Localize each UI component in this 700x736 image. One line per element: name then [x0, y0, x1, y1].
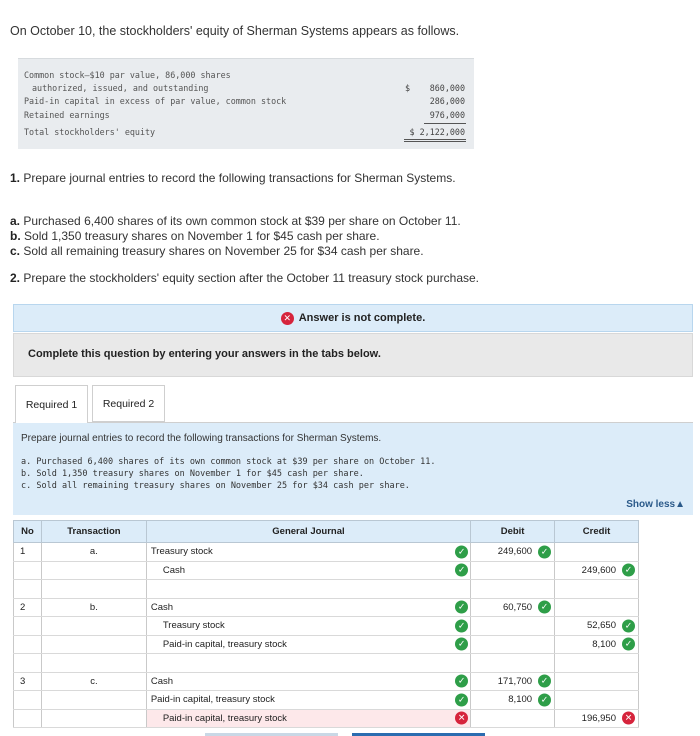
- credit-value: 249,600: [581, 564, 616, 576]
- account-cell[interactable]: [146, 617, 470, 636]
- debit-value: 60,750: [502, 601, 533, 613]
- tab-required-2[interactable]: Required 2: [92, 385, 165, 422]
- question-panel: [13, 422, 693, 515]
- transaction-cell: [41, 709, 146, 728]
- double-underline: [404, 139, 466, 140]
- underline: [424, 123, 466, 124]
- debit-cell[interactable]: [471, 709, 555, 728]
- spacer-row: [14, 580, 639, 599]
- panel-item: b. Sold 1,350 treasury shares on November 1 for $45 cash per share.: [21, 469, 364, 479]
- transaction-cell: [41, 617, 146, 636]
- item-text: Purchased 6,400 shares of its own common stock at $39 per share on October 11.: [23, 214, 461, 228]
- col-header-general-journal: General Journal: [146, 521, 470, 543]
- tab-required-1[interactable]: Required 1: [15, 385, 88, 423]
- credit-value: 196,950: [581, 712, 616, 724]
- equity-label: authorized, issued, and outstanding: [32, 83, 209, 93]
- item-text: Sold all remaining treasury shares on November 25 for $34 cash per share.: [23, 244, 424, 258]
- equity-label: Common stock—$10 par value, 86,000 shares: [24, 70, 231, 80]
- equity-amount: 860,000: [429, 83, 465, 93]
- table-row: [14, 598, 639, 617]
- double-underline: [404, 141, 466, 142]
- account-cell[interactable]: [146, 709, 470, 728]
- transaction-cell: [41, 561, 146, 580]
- equity-label: Retained earnings: [24, 110, 110, 120]
- question-number: 1.: [10, 171, 21, 185]
- col-header-debit: Debit: [471, 521, 555, 543]
- check-icon: ✓: [622, 638, 635, 651]
- equity-amount: 976,000: [429, 110, 465, 120]
- table-row: [14, 691, 639, 710]
- error-icon: ✕: [455, 712, 468, 725]
- instructions-text: Complete this question by entering your answers in the tabs below.: [28, 348, 381, 360]
- equity-label: Total stockholders' equity: [24, 127, 156, 137]
- check-icon: ✓: [538, 693, 551, 706]
- account-cell[interactable]: [146, 543, 470, 562]
- account-name: Cash: [162, 564, 186, 576]
- error-icon: ✕: [622, 712, 635, 725]
- row-number: [14, 709, 42, 728]
- credit-cell[interactable]: [555, 617, 639, 636]
- row-number: [14, 617, 42, 636]
- item-text: Sold 1,350 treasury shares on November 1 for $45 cash per share.: [24, 229, 380, 243]
- account-name: Treasury stock: [162, 620, 225, 632]
- credit-value: 52,650: [586, 620, 616, 632]
- error-icon: ✕: [281, 312, 294, 325]
- debit-cell[interactable]: [471, 635, 555, 654]
- table-row: [14, 543, 639, 562]
- table-row: [14, 635, 639, 654]
- account-cell[interactable]: [146, 561, 470, 580]
- journal-table: [13, 520, 639, 728]
- table-row: [14, 709, 639, 728]
- equity-amount: 286,000: [429, 96, 465, 106]
- question-number: 2.: [10, 271, 21, 285]
- check-icon: ✓: [622, 564, 635, 577]
- banner-text: Answer is not complete.: [298, 312, 426, 324]
- debit-value: 171,700: [497, 675, 533, 687]
- question-1: [10, 171, 456, 185]
- question-text: Prepare the stockholders' equity section after the October 11 treasury stock purchase.: [23, 271, 479, 285]
- check-icon: ✓: [455, 675, 468, 688]
- question-text: Prepare journal entries to record the following transactions for Sherman Systems.: [23, 171, 456, 185]
- row-number: 3: [14, 672, 42, 691]
- check-icon: ✓: [455, 545, 468, 558]
- check-icon: ✓: [455, 638, 468, 651]
- debit-cell[interactable]: [471, 617, 555, 636]
- check-icon: ✓: [455, 564, 468, 577]
- row-number: [14, 691, 42, 710]
- check-icon: ✓: [455, 619, 468, 632]
- panel-item: c. Sold all remaining treasury shares on November 25 for $34 cash per share.: [21, 481, 410, 491]
- transaction-cell: b.: [41, 598, 146, 617]
- check-icon: ✓: [538, 545, 551, 558]
- spacer-row: [14, 654, 639, 673]
- col-header-credit: Credit: [555, 521, 639, 543]
- intro-text: On October 10, the stockholders' equity of Sherman Systems appears as follows.: [10, 24, 460, 38]
- check-icon: ✓: [455, 601, 468, 614]
- debit-value: 8,100: [508, 694, 533, 706]
- account-name: Paid-in capital, treasury stock: [162, 638, 287, 650]
- item-letter: c.: [10, 244, 21, 258]
- item-letter: a.: [10, 214, 21, 228]
- table-row: [14, 617, 639, 636]
- row-number: [14, 561, 42, 580]
- transaction-cell: [41, 691, 146, 710]
- transaction-cell: [41, 635, 146, 654]
- account-cell[interactable]: [146, 598, 470, 617]
- account-cell[interactable]: [146, 635, 470, 654]
- item-b: [10, 229, 380, 243]
- debit-value: 249,600: [497, 546, 533, 558]
- debit-cell[interactable]: [471, 561, 555, 580]
- credit-cell[interactable]: [555, 598, 639, 617]
- check-icon: ✓: [622, 619, 635, 632]
- instructions-bar: [13, 333, 693, 377]
- item-letter: b.: [10, 229, 21, 243]
- question-2: [10, 271, 479, 285]
- credit-value: 8,100: [592, 638, 616, 650]
- col-header-no: No: [14, 521, 42, 543]
- table-row: [14, 672, 639, 691]
- debit-cell[interactable]: [471, 543, 555, 562]
- transaction-cell: a.: [41, 543, 146, 562]
- account-name: Paid-in capital, treasury stock: [150, 694, 275, 706]
- row-number: [14, 635, 42, 654]
- panel-instruction: Prepare journal entries to record the following transactions for Sherman Systems.: [21, 433, 382, 444]
- account-name: Cash: [150, 601, 174, 613]
- credit-cell[interactable]: [555, 635, 639, 654]
- account-name: Cash: [150, 675, 174, 687]
- check-icon: ✓: [455, 693, 468, 706]
- item-c: [10, 244, 424, 258]
- debit-cell[interactable]: [471, 598, 555, 617]
- row-number: 2: [14, 598, 42, 617]
- check-icon: ✓: [538, 675, 551, 688]
- debit-cell[interactable]: [471, 691, 555, 710]
- account-name: Paid-in capital, treasury stock: [162, 712, 287, 724]
- debit-cell[interactable]: [471, 672, 555, 691]
- account-cell[interactable]: [146, 672, 470, 691]
- equity-label: Paid-in capital in excess of par value, common stock: [24, 96, 287, 106]
- equity-dollar: $: [405, 83, 411, 93]
- answer-status-banner: [13, 304, 693, 332]
- credit-cell[interactable]: [555, 672, 639, 691]
- item-a: [10, 214, 461, 228]
- equity-statement: [18, 58, 474, 149]
- equity-total: $ 2,122,000: [409, 127, 465, 137]
- row-number: 1: [14, 543, 42, 562]
- account-cell[interactable]: [146, 691, 470, 710]
- credit-cell[interactable]: [555, 543, 639, 562]
- table-row: [14, 561, 639, 580]
- account-name: Treasury stock: [150, 546, 213, 558]
- credit-cell[interactable]: [555, 691, 639, 710]
- show-less-link[interactable]: Show less▲: [626, 499, 685, 510]
- credit-cell[interactable]: [555, 709, 639, 728]
- check-icon: ✓: [538, 601, 551, 614]
- panel-item: a. Purchased 6,400 shares of its own common stock at $39 per share on October 11.: [21, 457, 436, 467]
- transaction-cell: c.: [41, 672, 146, 691]
- credit-cell[interactable]: [555, 561, 639, 580]
- col-header-transaction: Transaction: [41, 521, 146, 543]
